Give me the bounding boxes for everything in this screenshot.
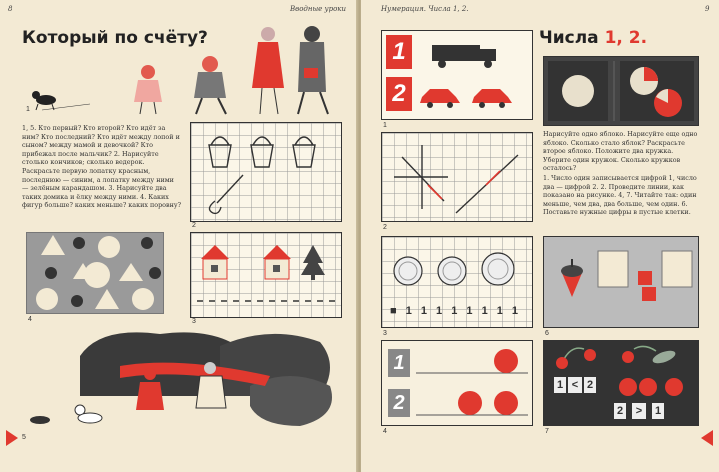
- ball-icon: [494, 391, 518, 415]
- left-page-number: 8: [8, 5, 13, 13]
- ball-icon: [458, 391, 482, 415]
- house-icon: [263, 245, 291, 279]
- compare-bottom-left: 2: [614, 403, 626, 419]
- compare-top-left: 1: [554, 377, 566, 393]
- car-icon: [472, 89, 512, 108]
- cherry-icon: [619, 378, 683, 396]
- cherries-compare-panel: [543, 340, 699, 426]
- digits-vehicles-panel: [381, 30, 533, 120]
- coin-icon: [438, 257, 466, 285]
- coin-icon: [482, 253, 514, 285]
- spinning-top-icon: [561, 259, 583, 297]
- father-figure: [298, 26, 328, 114]
- figure-number: 5: [22, 434, 26, 441]
- page-corner-marker: [6, 430, 18, 446]
- walking-family-illustration: [20, 22, 350, 117]
- right-running-head: Нумерация. Числа 1, 2.: [381, 5, 469, 13]
- digit-card-two: 2: [388, 389, 410, 417]
- figure-number: 7: [545, 428, 549, 435]
- ball-icon: [494, 349, 518, 373]
- coins-sticks-panel: [381, 236, 533, 328]
- left-page-title: Который по счёту?: [22, 28, 208, 48]
- figure-number: 3: [383, 330, 387, 337]
- car-icon: [420, 89, 460, 108]
- compare-bottom-right: 1: [652, 403, 664, 419]
- right-exercise-text-bottom: 1. Число один записывается цифрой 1, число два — цифрой 2. 2. Проведите линии, как показано на рисунке. 4, 7. Читайте так: один меньше, чем два, два больше, чем один. 6. Поставьте нужные цифры в пустые клетки.: [543, 174, 697, 217]
- compare-top-sign: <: [568, 377, 582, 393]
- top-dice-panel: [543, 236, 699, 328]
- cherry-icon: [622, 346, 656, 363]
- bucket-icon: [251, 137, 273, 167]
- right-page: [361, 0, 719, 472]
- digit-card-two: 2: [386, 77, 412, 111]
- shapes-panel: [26, 232, 164, 314]
- figure-number: 4: [28, 316, 32, 323]
- left-exercise-text: 1, 5. Кто первый? Кто второй? Кто идёт за ним? Кто последний? Кто идёт между лопой и сыном? между мамой и девочкой? Кто прибежал после мальчик? 2. Нарисуйте столько кончиков; сколько ведерок. Раскрасьте первую лопатку красным, последнюю — синим, а лопатку между ними — зелёным карандашом. 3. Нарисуйте два таких домика и ёлку между ними. 4. Каких фигур больше? каких меньше? каких поровну?: [22, 124, 182, 210]
- lines-grid-panel: [381, 132, 533, 222]
- dog-icon: [32, 91, 56, 110]
- left-page: [0, 0, 358, 472]
- stick-row: ■ 1 1 1 1 1 1 1 1: [390, 305, 522, 317]
- figure-number: 4: [383, 428, 387, 435]
- boy-figure: [194, 56, 226, 114]
- title-prefix: Числа: [539, 28, 599, 48]
- compare-top-right: 2: [584, 377, 596, 393]
- figure-number: 1: [26, 106, 30, 113]
- figure-number: 2: [192, 222, 196, 229]
- right-page-number: 9: [705, 5, 710, 13]
- apples-panel: [543, 56, 699, 126]
- page-corner-marker: [701, 430, 713, 446]
- bucket-icon: [209, 137, 231, 167]
- right-page-title: [539, 28, 647, 48]
- right-exercise-text-top: Нарисуйте одно яблоко. Нарисуйте еще одно яблоко. Сколько стало яблок? Раскрасьте второе яблоко. Положите два кружка. Уберите один кружок. Сколько кружков осталось?: [543, 130, 698, 173]
- figure-number: 3: [192, 318, 196, 325]
- tree-icon: [301, 245, 325, 280]
- compare-bottom-sign: >: [632, 403, 646, 419]
- left-running-head: Вводные уроки: [290, 5, 346, 13]
- figure-number: 2: [383, 224, 387, 231]
- bucket-icon: [293, 137, 315, 167]
- truck-icon: [432, 45, 496, 68]
- title-numbers: 1, 2.: [604, 28, 648, 48]
- figure-number: 6: [545, 330, 549, 337]
- dice-icon: [638, 271, 656, 301]
- buckets-shovel-panel: [190, 122, 342, 222]
- figure-number: 1: [383, 122, 387, 129]
- coin-icon: [394, 257, 422, 285]
- mother-figure: [252, 27, 284, 114]
- digit-card-one: 1: [388, 349, 410, 377]
- house-icon: [201, 245, 229, 279]
- digit-card-one: 1: [386, 35, 412, 69]
- houses-tree-panel: [190, 232, 342, 318]
- cherry-icon: [556, 348, 596, 369]
- children-bushes-illustration: [20, 326, 350, 432]
- shovel-icon: [209, 175, 243, 213]
- girl-figure: [134, 65, 162, 114]
- digits-balls-panel: [381, 340, 533, 426]
